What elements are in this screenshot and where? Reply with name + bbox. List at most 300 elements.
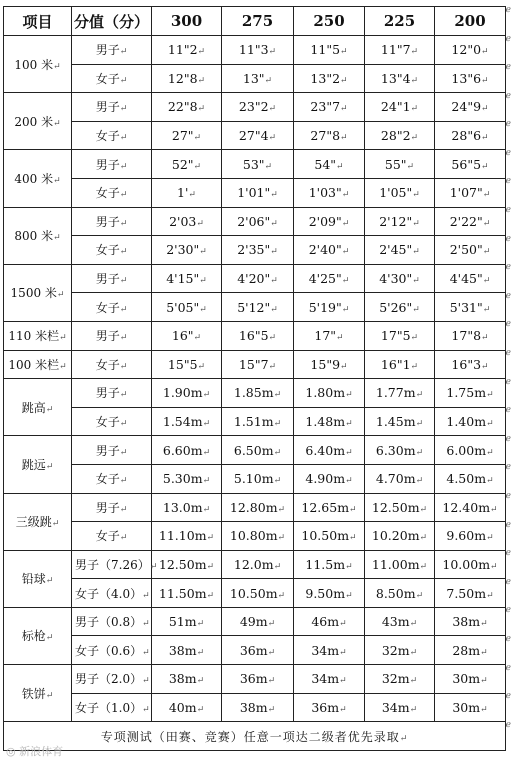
para-mark: ↵: [268, 47, 277, 58]
para-mark: ↵: [406, 161, 415, 172]
para-mark: ↵: [409, 619, 418, 630]
score-cell: [294, 636, 365, 665]
para-mark: ↵: [51, 519, 60, 530]
para-mark: ↵: [202, 419, 211, 430]
para-mark: ↵: [341, 247, 350, 258]
para-mark: ↵: [336, 161, 344, 172]
score-cell: [222, 493, 294, 522]
table-row: [4, 236, 506, 265]
score-cell: [435, 93, 506, 122]
para-mark: ↵: [480, 704, 488, 715]
score-cell: [152, 464, 222, 493]
score-cell: [365, 607, 435, 636]
para-mark: ↵: [415, 447, 424, 458]
score-cell: [365, 36, 435, 65]
score-value: 54": [314, 156, 337, 172]
score-value: 1.54m: [162, 414, 203, 430]
para-mark: ↵: [196, 704, 205, 715]
score-cell: [222, 207, 294, 236]
side-para-mark: ℯ: [505, 376, 511, 387]
score-value: 2'35": [237, 242, 271, 258]
event-name: 100 米栏: [8, 357, 60, 372]
header-cell-item: 项目: [4, 7, 72, 36]
para-mark: ↵: [345, 447, 353, 458]
gender-label: 男子: [95, 443, 120, 458]
score-cell: [294, 93, 365, 122]
side-para-mark: ℯ: [505, 290, 511, 301]
para-mark: ↵: [486, 476, 494, 487]
note-cell: [4, 722, 506, 751]
score-value: 2'40": [308, 242, 342, 258]
score-cell: [435, 665, 506, 694]
score-value: 6.60m: [162, 442, 203, 458]
score-value: 5.30m: [162, 471, 203, 487]
para-mark: ↵: [197, 361, 206, 372]
para-mark: ↵: [412, 304, 420, 315]
gender-label: 男子: [95, 214, 120, 229]
score-cell: [435, 464, 506, 493]
para-mark: ↵: [264, 161, 273, 172]
score-value: 1.75m: [446, 385, 487, 401]
score-cell: [152, 264, 222, 293]
score-cell: [294, 693, 365, 722]
para-mark: ↵: [481, 104, 489, 115]
para-mark: ↵: [142, 647, 150, 658]
score-cell: [222, 607, 294, 636]
score-value: 11"3: [238, 42, 269, 58]
para-mark: ↵: [410, 75, 419, 86]
event-name: 标枪: [21, 629, 46, 644]
score-value: 27"4: [238, 128, 269, 144]
header-cell-300: 300: [152, 7, 222, 36]
para-mark: ↵: [53, 61, 61, 72]
side-para-mark: ℯ: [505, 33, 511, 44]
event-name: 800 米: [14, 229, 54, 244]
event-name-cell: [4, 350, 72, 379]
score-value: 4.70m: [375, 471, 416, 487]
gender-label: 男子: [95, 100, 120, 115]
event-name: 200 米: [14, 114, 54, 129]
para-mark: ↵: [268, 104, 277, 115]
para-mark: ↵: [196, 619, 205, 630]
para-mark: ↵: [345, 590, 353, 601]
event-name: 100 米: [14, 57, 54, 72]
table-row: [4, 636, 506, 665]
score-value: 1.40m: [446, 414, 487, 430]
score-cell: [365, 293, 435, 322]
event-name: 400 米: [14, 171, 54, 186]
score-cell: [435, 264, 506, 293]
score-cell: [294, 293, 365, 322]
table-row: [4, 121, 506, 150]
score-value: 2'30": [166, 242, 200, 258]
table-row: [4, 36, 506, 65]
score-cell: [435, 121, 506, 150]
event-name: 跳高: [21, 400, 46, 415]
para-mark: ↵: [490, 561, 498, 572]
para-mark: ↵: [341, 190, 350, 201]
para-mark: ↵: [399, 733, 409, 744]
para-mark: ↵: [206, 533, 215, 544]
gender-label: 女子: [95, 129, 120, 144]
gender-cell: [72, 350, 152, 379]
score-cell: [365, 321, 435, 350]
score-cell: [152, 236, 222, 265]
para-mark: ↵: [482, 218, 491, 229]
score-cell: [365, 407, 435, 436]
score-cell: [365, 64, 435, 93]
score-cell: [152, 350, 222, 379]
event-name-cell: [4, 607, 72, 664]
para-mark: ↵: [277, 590, 286, 601]
table-row: [4, 264, 506, 293]
score-value: 1.80m: [305, 385, 346, 401]
gender-cell: [72, 207, 152, 236]
score-cell: [222, 579, 294, 608]
score-value: 34m: [311, 671, 340, 687]
para-mark: ↵: [197, 104, 206, 115]
para-mark: ↵: [341, 276, 350, 287]
para-mark: ↵: [340, 361, 348, 372]
score-value: 4'45": [449, 271, 483, 287]
score-value: 32m: [381, 642, 410, 658]
score-value: 11"7: [380, 42, 411, 58]
para-mark: ↵: [119, 75, 128, 86]
table-row: [4, 665, 506, 694]
score-cell: [294, 121, 365, 150]
para-mark: ↵: [45, 690, 54, 701]
para-mark: ↵: [270, 218, 278, 229]
score-value: 11"5: [310, 42, 341, 58]
gender-label: 女子: [95, 243, 120, 258]
table-row: [4, 436, 506, 465]
score-cell: [222, 522, 294, 551]
score-cell: [294, 665, 365, 694]
score-value: 2'12": [379, 213, 413, 229]
para-mark: ↵: [142, 676, 150, 687]
score-value: 17": [314, 328, 337, 344]
note-row: [4, 722, 506, 751]
score-cell: [435, 293, 506, 322]
gender-label: 女子: [95, 300, 120, 315]
gender-cell: [72, 379, 152, 408]
event-name-cell: [4, 550, 72, 607]
para-mark: ↵: [273, 447, 282, 458]
score-value: 38m: [168, 642, 197, 658]
para-mark: ↵: [270, 276, 278, 287]
para-mark: ↵: [481, 47, 489, 58]
score-value: 13"2: [310, 70, 341, 86]
gender-cell: [72, 236, 152, 265]
score-cell: [149, 550, 222, 579]
para-mark: ↵: [410, 104, 419, 115]
side-para-mark: ℯ: [505, 462, 511, 473]
table-row: [4, 407, 506, 436]
score-cell: [222, 550, 294, 579]
score-cell: [365, 522, 435, 551]
event-name-cell: [4, 665, 72, 722]
para-mark: ↵: [273, 561, 282, 572]
para-mark: ↵: [339, 704, 347, 715]
score-value: 2'50": [449, 242, 483, 258]
para-mark: ↵: [193, 161, 202, 172]
para-mark: ↵: [270, 304, 278, 315]
score-cell: [365, 121, 435, 150]
para-mark: ↵: [149, 561, 158, 572]
score-value: 34m: [381, 699, 410, 715]
para-mark: ↵: [412, 190, 420, 201]
para-mark: ↵: [341, 218, 350, 229]
para-mark: ↵: [53, 175, 61, 186]
event-name: 铅球: [21, 572, 46, 587]
score-cell: [222, 321, 294, 350]
score-cell: [222, 407, 294, 436]
score-value: 11.50m: [158, 585, 207, 601]
score-cell: [152, 522, 222, 551]
watermark: ◎ 新浪体育: [6, 745, 64, 758]
score-cell: [435, 579, 506, 608]
gender-label: 男子: [95, 386, 120, 401]
score-cell: [222, 178, 294, 207]
table-row: [4, 293, 506, 322]
score-cell: [222, 236, 294, 265]
para-mark: ↵: [142, 590, 150, 601]
gender-cell: [72, 150, 152, 179]
score-cell: [435, 636, 506, 665]
score-value: 4'20": [237, 271, 271, 287]
para-mark: ↵: [188, 190, 196, 201]
gender-label: 男子（0.8）: [75, 615, 143, 630]
score-cell: [365, 150, 435, 179]
score-cell: [294, 236, 365, 265]
para-mark: ↵: [45, 633, 54, 644]
gender-cell: [72, 293, 152, 322]
para-mark: ↵: [196, 647, 205, 658]
score-cell: [365, 379, 435, 408]
score-value: 13"4: [380, 70, 411, 86]
score-value: 1'07": [449, 185, 483, 201]
para-mark: ↵: [409, 704, 418, 715]
score-value: 28"2: [380, 128, 411, 144]
score-value: 49m: [239, 614, 268, 630]
score-value: 6.40m: [305, 442, 346, 458]
para-mark: ↵: [199, 247, 207, 258]
gender-label: 男子: [95, 272, 120, 287]
para-mark: ↵: [53, 233, 61, 244]
score-cell: [294, 550, 365, 579]
event-name-cell: [4, 93, 72, 150]
score-cell: [152, 407, 222, 436]
event-name-cell: [4, 379, 72, 436]
score-cell: [222, 379, 294, 408]
para-mark: ↵: [56, 290, 65, 301]
para-mark: ↵: [480, 676, 488, 687]
score-value: 9.50m: [305, 585, 346, 601]
score-cell: [365, 636, 435, 665]
score-value: 16"5: [238, 328, 269, 344]
score-cell: [365, 493, 435, 522]
score-cell: [365, 464, 435, 493]
score-value: 15"9: [310, 356, 341, 372]
score-value: 1.45m: [375, 414, 416, 430]
score-cell: [222, 693, 294, 722]
para-mark: ↵: [119, 333, 128, 344]
score-cell: [222, 350, 294, 379]
table-row: [4, 64, 506, 93]
gender-cell: [72, 550, 158, 579]
score-value: 1.90m: [162, 385, 203, 401]
score-cell: [435, 522, 506, 551]
score-cell: [294, 64, 365, 93]
gender-cell: [72, 579, 152, 608]
score-value: 7.50m: [446, 585, 487, 601]
score-cell: [435, 150, 506, 179]
score-cell: [152, 321, 222, 350]
para-mark: ↵: [264, 75, 273, 86]
score-value: 1.77m: [375, 385, 416, 401]
score-cell: [222, 150, 294, 179]
score-value: 5'19": [308, 299, 342, 315]
header-cell-200: 200: [435, 7, 506, 36]
para-mark: ↵: [193, 333, 202, 344]
side-para-mark: ℯ: [505, 119, 511, 130]
para-mark: ↵: [345, 390, 353, 401]
table-row: [4, 579, 506, 608]
score-value: 4'25": [308, 271, 342, 287]
score-value: 38m: [168, 671, 197, 687]
score-value: 11.5m: [305, 556, 346, 572]
para-mark: ↵: [419, 504, 428, 515]
para-mark: ↵: [409, 676, 418, 687]
para-mark: ↵: [412, 247, 420, 258]
score-cell: [294, 493, 365, 522]
side-para-mark: ℯ: [505, 4, 511, 15]
score-value: 15"5: [167, 356, 198, 372]
score-value: 12.50m: [158, 556, 207, 572]
score-cell: [152, 665, 222, 694]
score-value: 9.60m: [446, 528, 487, 544]
score-cell: [435, 236, 506, 265]
table-row: [4, 464, 506, 493]
para-mark: ↵: [410, 361, 419, 372]
para-mark: ↵: [206, 561, 215, 572]
paragraph-marks-column: [503, 0, 511, 763]
table-row: [4, 607, 506, 636]
score-cell: [152, 607, 222, 636]
score-cell: [152, 436, 222, 465]
score-value: 12.80m: [229, 499, 278, 515]
para-mark: ↵: [270, 190, 278, 201]
score-value: 28"6: [451, 128, 482, 144]
para-mark: ↵: [273, 390, 282, 401]
para-mark: ↵: [119, 276, 128, 287]
score-cell: [435, 36, 506, 65]
score-value: 8.50m: [375, 585, 416, 601]
score-cell: [365, 550, 435, 579]
score-value: 17"8: [451, 328, 482, 344]
para-mark: ↵: [142, 704, 150, 715]
gender-label: 男子: [95, 500, 120, 515]
para-mark: ↵: [409, 647, 418, 658]
score-value: 1'05": [379, 185, 413, 201]
score-value: 5'05": [166, 299, 200, 315]
score-value: 11.10m: [158, 528, 207, 544]
para-mark: ↵: [273, 419, 282, 430]
score-cell: [152, 207, 222, 236]
para-mark: ↵: [119, 190, 128, 201]
header-row: [4, 7, 506, 36]
table-row: [4, 321, 506, 350]
score-cell: [152, 693, 222, 722]
score-value: 13.0m: [162, 499, 203, 515]
score-value: 43m: [381, 614, 410, 630]
header-cell-250: 250: [294, 7, 365, 36]
score-value: 52": [171, 156, 194, 172]
score-cell: [294, 178, 365, 207]
score-cell: [222, 121, 294, 150]
score-cell: [435, 436, 506, 465]
side-para-mark: ℯ: [505, 348, 511, 359]
para-mark: ↵: [482, 304, 491, 315]
score-cell: [435, 321, 506, 350]
table-row: [4, 150, 506, 179]
score-value: 34m: [311, 642, 340, 658]
event-name-cell: [4, 150, 72, 207]
para-mark: ↵: [268, 333, 277, 344]
gender-cell: [72, 693, 152, 722]
para-mark: ↵: [119, 133, 128, 144]
score-cell: [435, 178, 506, 207]
para-mark: ↵: [273, 476, 282, 487]
gender-cell: [72, 36, 152, 65]
gender-cell: [72, 407, 152, 436]
score-cell: [294, 579, 365, 608]
side-para-mark: ℯ: [505, 262, 511, 273]
para-mark: ↵: [119, 447, 128, 458]
gender-cell: [72, 522, 152, 551]
para-mark: ↵: [415, 590, 424, 601]
para-mark: ↵: [482, 247, 491, 258]
gender-cell: [72, 636, 152, 665]
score-cell: [294, 150, 365, 179]
gender-label: 女子: [95, 186, 120, 201]
para-mark: ↵: [270, 247, 278, 258]
para-mark: ↵: [277, 504, 286, 515]
para-mark: ↵: [480, 619, 488, 630]
score-value: 12"0: [451, 42, 482, 58]
header-cell-225: 225: [365, 7, 435, 36]
side-para-mark: ℯ: [505, 691, 511, 702]
para-mark: ↵: [345, 561, 353, 572]
score-cell: [294, 522, 365, 551]
side-para-mark: ℯ: [505, 633, 511, 644]
score-cell: [365, 236, 435, 265]
score-value: 13": [242, 70, 265, 86]
score-value: 2'45": [379, 242, 413, 258]
para-mark: ↵: [345, 419, 353, 430]
score-value: 30m: [452, 671, 481, 687]
score-cell: [294, 379, 365, 408]
para-mark: ↵: [119, 161, 128, 172]
score-value: 4'30": [379, 271, 413, 287]
para-mark: ↵: [202, 447, 211, 458]
para-mark: ↵: [119, 476, 128, 487]
para-mark: ↵: [119, 247, 128, 258]
score-value: 36m: [311, 699, 340, 715]
side-para-mark: ℯ: [505, 90, 511, 101]
para-mark: ↵: [486, 390, 494, 401]
score-cell: [365, 93, 435, 122]
